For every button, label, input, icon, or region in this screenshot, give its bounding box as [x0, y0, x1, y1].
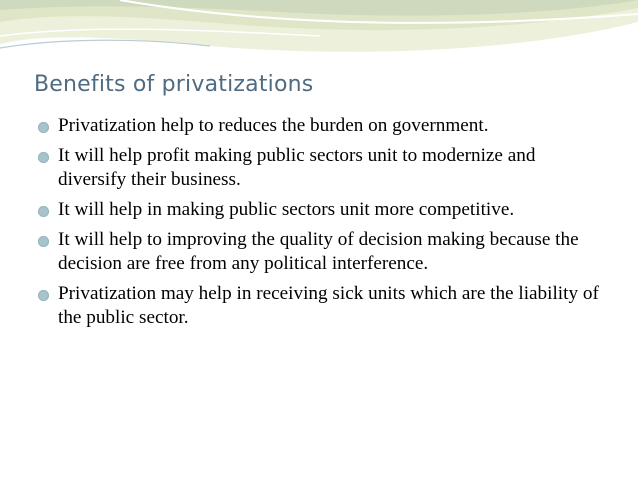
circle-bullet-icon [38, 122, 49, 133]
circle-bullet-icon [38, 206, 49, 217]
bullet-text: It will help in making public sectors unit more competitive. [58, 199, 515, 220]
circle-bullet-icon [38, 290, 49, 301]
bullet-item [38, 228, 608, 276]
header-wave-decoration [0, 0, 638, 80]
bullet-item [38, 114, 608, 138]
bullet-list [38, 114, 608, 336]
bullet-text: Privatization may help in receiving sick units which are the liability of the public sector. [58, 283, 599, 328]
bullet-text: Privatization help to reduces the burden on government. [58, 115, 489, 136]
bullet-text: It will help profit making public sectors unit to modernize and diversify their business. [58, 145, 536, 190]
bullet-text: It will help to improving the quality of decision making because the decision are free from any political interference. [58, 229, 579, 274]
slide-title: Benefits of privatizations [34, 72, 314, 97]
bullet-item [38, 282, 608, 330]
circle-bullet-icon [38, 236, 49, 247]
bullet-item [38, 144, 608, 192]
bullet-item [38, 198, 608, 222]
circle-bullet-icon [38, 152, 49, 163]
